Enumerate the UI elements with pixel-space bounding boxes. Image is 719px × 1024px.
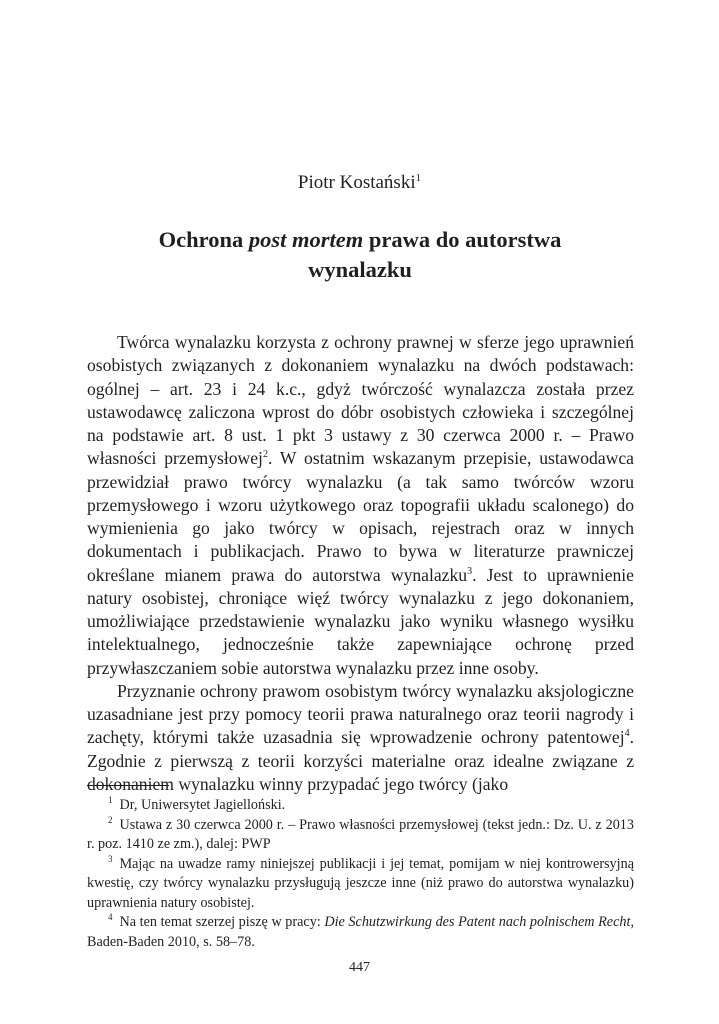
footnote-number: 4	[108, 912, 113, 922]
paragraph-2	[87, 680, 634, 796]
author-footnote-ref: 1	[415, 172, 422, 184]
paragraph-1	[87, 331, 634, 680]
footnote-separator	[87, 785, 169, 786]
footnote-text: , Baden-Baden 2010, s. 58–78.	[87, 914, 634, 950]
article-body	[87, 331, 634, 796]
paragraph-text: . Zgodnie z pierwszą z teorii korzyści materialne oraz idealne związane z dokonaniem wynalazku winny przypadać jego twórcy (jako	[87, 727, 634, 794]
footnote-number: 2	[108, 814, 113, 825]
paragraph-text: Twórca wynalazku korzysta z ochrony prawnej w sferze jego uprawnień osobistych związanych z dokonaniem wynalazku na dwóch podstawach: ogólnej – art. 23 i 24 k.c., gdyż twórczość wynalazcza została przez ustawodawcę zaliczona wprost do dóbr osobistych człowieka i szczególnej na podstawie art. 8 ust. 1 pkt 3 ustawy z 30 czerwca 2000 r. – Prawo własności przemysłowej	[87, 332, 634, 469]
footnotes	[87, 796, 634, 952]
article-title	[120, 225, 600, 285]
footnote-ref: 3	[467, 565, 473, 577]
paragraph-text: Przyznanie ochrony prawom osobistym twórcy wynalazku aksjologiczne uzasadniane jest przy pomocy teorii prawa naturalnego oraz teorii nagrody i zachęty, którymi także uzasadnia się wprowadzenie ochrony patentowej	[87, 680, 634, 748]
author-line	[0, 172, 719, 194]
page-number: 447	[349, 960, 370, 975]
footnote-number: 3	[108, 853, 113, 864]
footnote-3	[87, 855, 634, 914]
footnote-text: Mając na uwadze ramy niniejszej publikacji i jej temat, pomijam w niej kontrowersyjną kwestię, czy twórcy wynalazku przysługują jeszcze inne (niż prawo do autorstwa wynalazku) uprawnienia natury osobistej.	[87, 855, 634, 911]
footnote-1	[87, 796, 634, 816]
footnote-ref: 4	[624, 728, 630, 740]
paragraph-text: . Jest to uprawnienie natury osobistej, chroniące więź twórcy wynalazku z jego dokonaniem, umożliwiające przedstawienie wynalazku jako wyniku własnego wysiłku intelektualnego, jednocześnie także zapewniające ochronę przed przywłaszczaniem sobie autorstwa wynalazku przez inne osoby.	[87, 564, 634, 678]
title-part-2: prawa do autorstwa wynalazku	[308, 227, 562, 282]
footnote-book-title: Die Schutzwirkung des Patent nach polnischem Recht	[324, 914, 631, 930]
title-part-1: Ochrona	[158, 227, 249, 252]
footnote-2	[87, 816, 634, 855]
footnote-number: 1	[108, 795, 113, 805]
footnote-ref: 2	[262, 449, 268, 461]
title-italic: post mortem	[248, 227, 364, 252]
footnote-text: Na ten temat szerzej piszę w pracy:	[119, 914, 325, 930]
footnote-text: Ustawa z 30 czerwca 2000 r. – Prawo własności przemysłowej (tekst jedn.: Dz. U. z 2013 r. poz. 1410 ze zm.), dalej: PWP	[87, 816, 634, 852]
footnote-4	[87, 913, 634, 952]
footnote-text: Dr, Uniwersytet Jagielloński.	[119, 797, 286, 813]
author-name: Piotr Kostański	[297, 172, 416, 193]
paragraph-text: . W ostatnim wskazanym przepisie, ustawodawca przewidział prawo twórcy wynalazku (a tak samo twórców wzoru przemysłowego i wzoru użytkowego oraz topografii układu scalonego) do wymienienia go jako twórcy w opisach, rejestrach oraz w innych dokumentach i publikacjach. Prawo to bywa w literaturze prawniczej określane mianem prawa do autorstwa wynalazku	[87, 448, 634, 585]
